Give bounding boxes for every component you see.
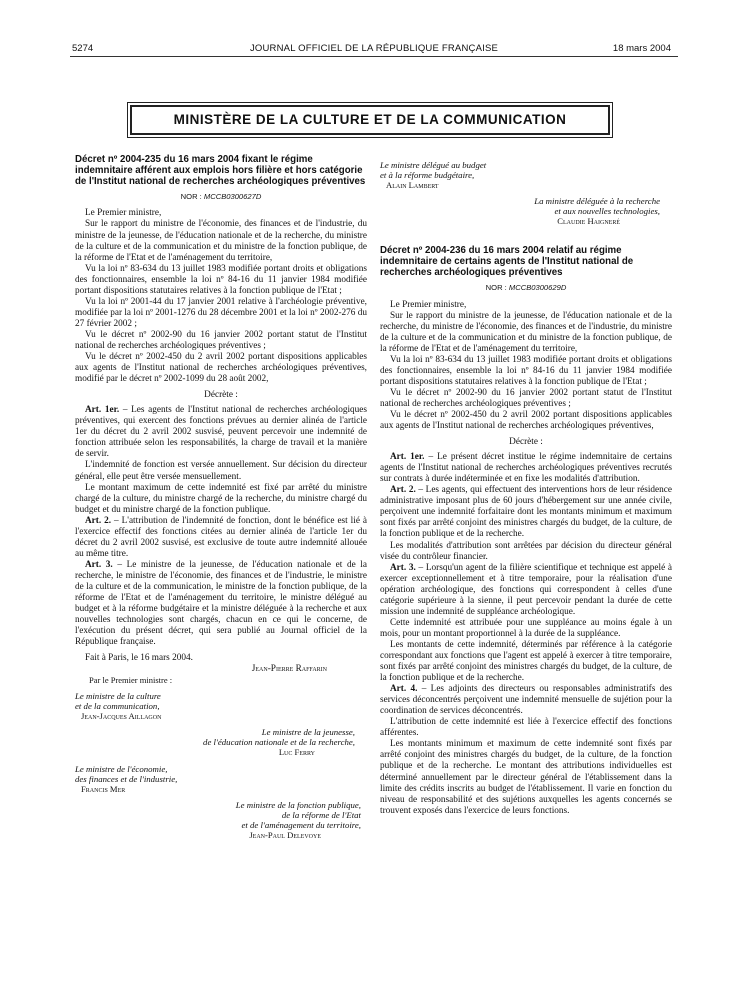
decree2-decrete: Décrète : xyxy=(509,437,543,448)
article-paragraph xyxy=(75,460,367,482)
article-paragraph xyxy=(380,485,672,540)
decree2-intro: Le Premier ministre, xyxy=(390,299,467,310)
ministry-heading: MINISTÈRE DE LA CULTURE ET DE LA COMMUNICATION xyxy=(130,105,610,135)
article-text: – Lorsqu'un agent de la filière scientifique et technique est appelé à exercer exceptionnellement et à titre temporaire, pour la réalisation d'une opération archéologique, des fonctions qui correspondent à celles d'une catégorie supérieure à la sienne, il peut percevoir pendant la durée de cette mission une indemnité de suppléance archéologique. xyxy=(380,562,672,617)
article-paragraph xyxy=(380,640,672,684)
article-paragraph xyxy=(380,739,672,816)
page-number: 5274 xyxy=(72,43,94,54)
visa-paragraph: Vu le décret nº 2002-450 du 2 avril 2002 portant dispositions applicables aux agents de l'Institut national de recherches archéologiques préventives, modifié par le décret nº 2002-1099 du 28 août 2002, xyxy=(75,352,367,385)
signature-name: Claudie Haigneré xyxy=(557,216,620,227)
article-paragraph xyxy=(380,563,672,618)
visa-paragraph: Vu le décret nº 2002-90 du 16 janvier 2002 portant statut de l'Institut national de recherches archéologiques préventives ; xyxy=(75,329,367,351)
signature-block xyxy=(75,691,367,722)
issue-date: 18 mars 2004 xyxy=(612,43,671,54)
article-text: – Le présent décret institue le régime indemnitaire de certains agents de l'Institut national de recherches archéologiques préventives recrutés sur contrats à durée indéterminée et en fixe les modalités d'attribution. xyxy=(380,452,672,485)
visa-paragraph: Vu la loi nº 83-634 du 13 juillet 1983 modifiée portant droits et obligations des fonctionnaires, ensemble la loi nº 84-16 du 11 janvier 1984 modifiée portant dispositions statutaires relatives à la fonction publique de l'Etat ; xyxy=(380,354,672,387)
signature-role: Le ministre de la fonction publique, de la réforme de l'Etat et de l'aménagement du territoire, xyxy=(235,799,361,830)
journal-title: JOURNAL OFFICIEL DE LA RÉPUBLIQUE FRANÇAISE xyxy=(249,43,499,54)
page-header xyxy=(0,39,748,55)
visa-paragraph: Vu le décret nº 2002-90 du 16 janvier 2002 portant statut de l'Institut national de recherches archéologiques préventives ; xyxy=(380,387,672,409)
article-paragraph xyxy=(75,560,367,648)
article-paragraph xyxy=(380,541,672,563)
article-paragraph xyxy=(75,516,367,560)
signature-block xyxy=(75,764,367,795)
signature-role: La ministre déléguée à la recherche et aux nouvelles technologies, xyxy=(534,196,660,217)
signature-block xyxy=(75,727,367,758)
article-paragraph xyxy=(380,618,672,640)
right-column xyxy=(380,155,672,817)
signature-role: Le ministre de l'économie, des finances et de l'industrie, xyxy=(75,763,178,784)
visa-paragraph: Sur le rapport du ministre de l'économie, des finances et de l'industrie, du ministre de la jeunesse, de l'éducation nationale et de la recherche, du ministre de la culture et de la communication et du ministre de la fonction publique, de la réforme de l'Etat et de l'aménagement du territoire, xyxy=(75,219,367,263)
article-paragraph xyxy=(380,717,672,739)
decree2-title: Décret nº 2004-236 du 16 mars 2004 relatif au régime indemnitaire de certains agents de l'Institut national de recherches archéologiques préventives xyxy=(380,245,634,278)
decree1-done-at: Fait à Paris, le 16 mars 2004. xyxy=(85,653,193,664)
article-label: Art. 3. xyxy=(85,559,113,570)
article-paragraph xyxy=(75,483,367,516)
signature-role: Le ministre délégué au budget et à la réforme budgétaire, xyxy=(380,160,487,180)
decree1-articles xyxy=(75,405,367,648)
left-column xyxy=(75,155,367,846)
signature-block xyxy=(75,800,367,841)
decree1-intro: Le Premier ministre, xyxy=(85,208,162,219)
article-text: – Les agents de l'Institut national de recherches archéologiques préventives, qui exercent des fonctions prévues au dernier alinéa de l'article 1er du décret du 2 avril 2002 susvisé, peuvent percevoir une indemnité de fonction attribuée selon les responsabilités, la charge de travail et la manière de servir. xyxy=(75,405,367,460)
article-text: – Le ministre de la jeunesse, de l'éducation nationale et de la recherche, le ministre de l'économie, des finances et de l'industrie, le ministre de la culture et de la communication, le ministre de la fonction publique, de la réforme de l'Etat et de l'aménagement du territoire, le ministre délégué au budget et à la réforme budgétaire et la ministre déléguée à la recherche et aux nouvelles technologies sont chargés, chacun en ce qui le concerne, de l'exécution du présent décret, qui sera publié au Journal officiel de la République française. xyxy=(75,559,367,648)
decree1-par-le: Par le Premier ministre : xyxy=(89,675,173,686)
decree2-articles xyxy=(380,452,672,817)
article-text: Les modalités d'attribution sont arrêtées par décision du directeur général visée du contrôleur financier. xyxy=(380,540,672,562)
article-text: Les montants minimum et maximum de cette indemnité sont fixés par arrêté conjoint des ministres chargés du budget, de la culture, de la fonction publique et de la recherche. Le montant des attributions individuelles est déterminé annuellement par le directeur général de l'établissement dans la limite des crédits inscrits au budget de l'établissement. Il varie en fonction du niveau de responsabilité et des sujétions auxquelles les agents concernés se trouvent exposés dans l'exercice de leurs fonctions. xyxy=(380,739,672,816)
article-label: Art. 2. xyxy=(85,515,112,526)
article-text: L'attribution de cette indemnité est liée à l'exercice effectif des fonctions afférentes. xyxy=(380,717,672,739)
article-text: – L'attribution de l'indemnité de fonction, dont le bénéfice est lié à l'exercice effectif des fonctions citées au dernier alinéa de l'article 1er du décret du 2 avril 2002 susvisé, est exclusive de toute autre indemnité allouée au même titre. xyxy=(75,515,367,559)
article-label: Art. 3. xyxy=(390,562,416,573)
article-text: L'indemnité de fonction est versée annuellement. Sur décision du directeur général, elle peut être versée mensuellement. xyxy=(75,460,367,482)
article-text: – Les adjoints des directeurs ou responsables administratifs des services déconcentrés perçoivent une indemnité mensuelle de sujétion pour la coordination de services déconcentrés. xyxy=(380,684,673,717)
article-paragraph xyxy=(380,452,672,485)
decree2-visas xyxy=(380,311,672,433)
article-text: Cette indemnité est attribuée pour une suppléance au moins égale à un mois, pour un montant proportionnel à la durée de la suppléance. xyxy=(380,617,672,639)
decree1-title: Décret nº 2004-235 du 16 mars 2004 fixant le régime indemnitaire afférent aux emplois hors filière et hors catégorie de l'Institut national de recherches archéologiques préventives xyxy=(75,154,366,187)
signature-block xyxy=(380,196,672,227)
signature-name: Alain Lambert xyxy=(386,180,439,190)
article-paragraph xyxy=(75,405,367,460)
decree2-nor: NOR : MCCB0300629D xyxy=(485,283,567,293)
decree1-signatures xyxy=(75,691,367,840)
decree1-nor: NOR : MCCB0300627D xyxy=(180,192,262,202)
decree1-decrete: Décrète : xyxy=(204,390,238,401)
visa-paragraph: Sur le rapport du ministre de la jeunesse, de l'éducation nationale et de la recherche, du ministre de l'économie, des finances et de l'industrie, du ministre de la culture et de la communication et du ministre de la fonction publique, de la réforme de l'Etat et de l'aménagement du territoire, xyxy=(380,310,672,354)
signature-role: Le ministre de la culture et de la communication, xyxy=(75,691,161,712)
article-text: Les montants de cette indemnité, déterminés par référence à la catégorie correspondant aux fonctions que l'agent est appelé à exercer à titre temporaire, sont fixés par arrêté conjoint des ministres chargés du budget, de la culture, de la fonction publique et de la recherche. xyxy=(380,639,672,684)
right-top-signatures xyxy=(380,160,672,227)
header-rule xyxy=(70,56,678,57)
visa-paragraph: Vu le décret nº 2002-450 du 2 avril 2002 portant dispositions applicables aux agents de l'Institut national de recherches archéologiques préventives, xyxy=(380,410,672,432)
signature-name: Luc Ferry xyxy=(278,747,315,758)
signature-role: Le ministre de la jeunesse, de l'éducation nationale et de la recherche, xyxy=(203,727,355,748)
article-label: Art. 4. xyxy=(390,684,418,695)
visa-paragraph: Vu la loi nº 2001-44 du 17 janvier 2001 relative à l'archéologie préventive, modifiée par la loi nº 2001-1276 du 28 décembre 2001 et la loi nº 2002-276 du 27 février 2002 ; xyxy=(75,296,367,329)
decree1-visas xyxy=(75,219,367,385)
article-text: Le montant maximum de cette indemnité est fixé par arrêté du ministre chargé de la culture, du ministre chargé de la recherche, du ministre chargé du budget et du ministre chargé de la fonction publique. xyxy=(75,482,367,515)
signature-block xyxy=(380,160,672,191)
article-label: Art. 2. xyxy=(390,485,416,496)
signature-name: Jean-Paul Delevoye xyxy=(249,829,321,840)
visa-paragraph: Vu la loi nº 83-634 du 13 juillet 1983 modifiée portant droits et obligations des fonctionnaires, ensemble la loi nº 84-16 du 11 janvier 1984 modifiée portant dispositions statutaires relatives à la fonction publique de l'Etat ; xyxy=(75,263,367,296)
article-label: Art. 1er. xyxy=(390,452,425,463)
article-label: Art. 1er. xyxy=(85,405,120,416)
decree1-signer-main: Jean-Pierre Raffarin xyxy=(251,664,327,675)
signature-name: Jean-Jacques Aillagon xyxy=(81,711,162,722)
signature-name: Francis Mer xyxy=(81,783,126,794)
article-paragraph xyxy=(380,684,672,717)
article-text: – Les agents, qui effectuent des interventions hors de leur résidence administrative imposant plus de 60 jours d'hébergement sur une année civile, perçoivent une indemnité forfaitaire dont les montants minimum et maximum sont fixés par arrêté conjoint des ministres chargés du budget, de la culture, de la fonction publique et de la recherche. xyxy=(380,485,672,540)
